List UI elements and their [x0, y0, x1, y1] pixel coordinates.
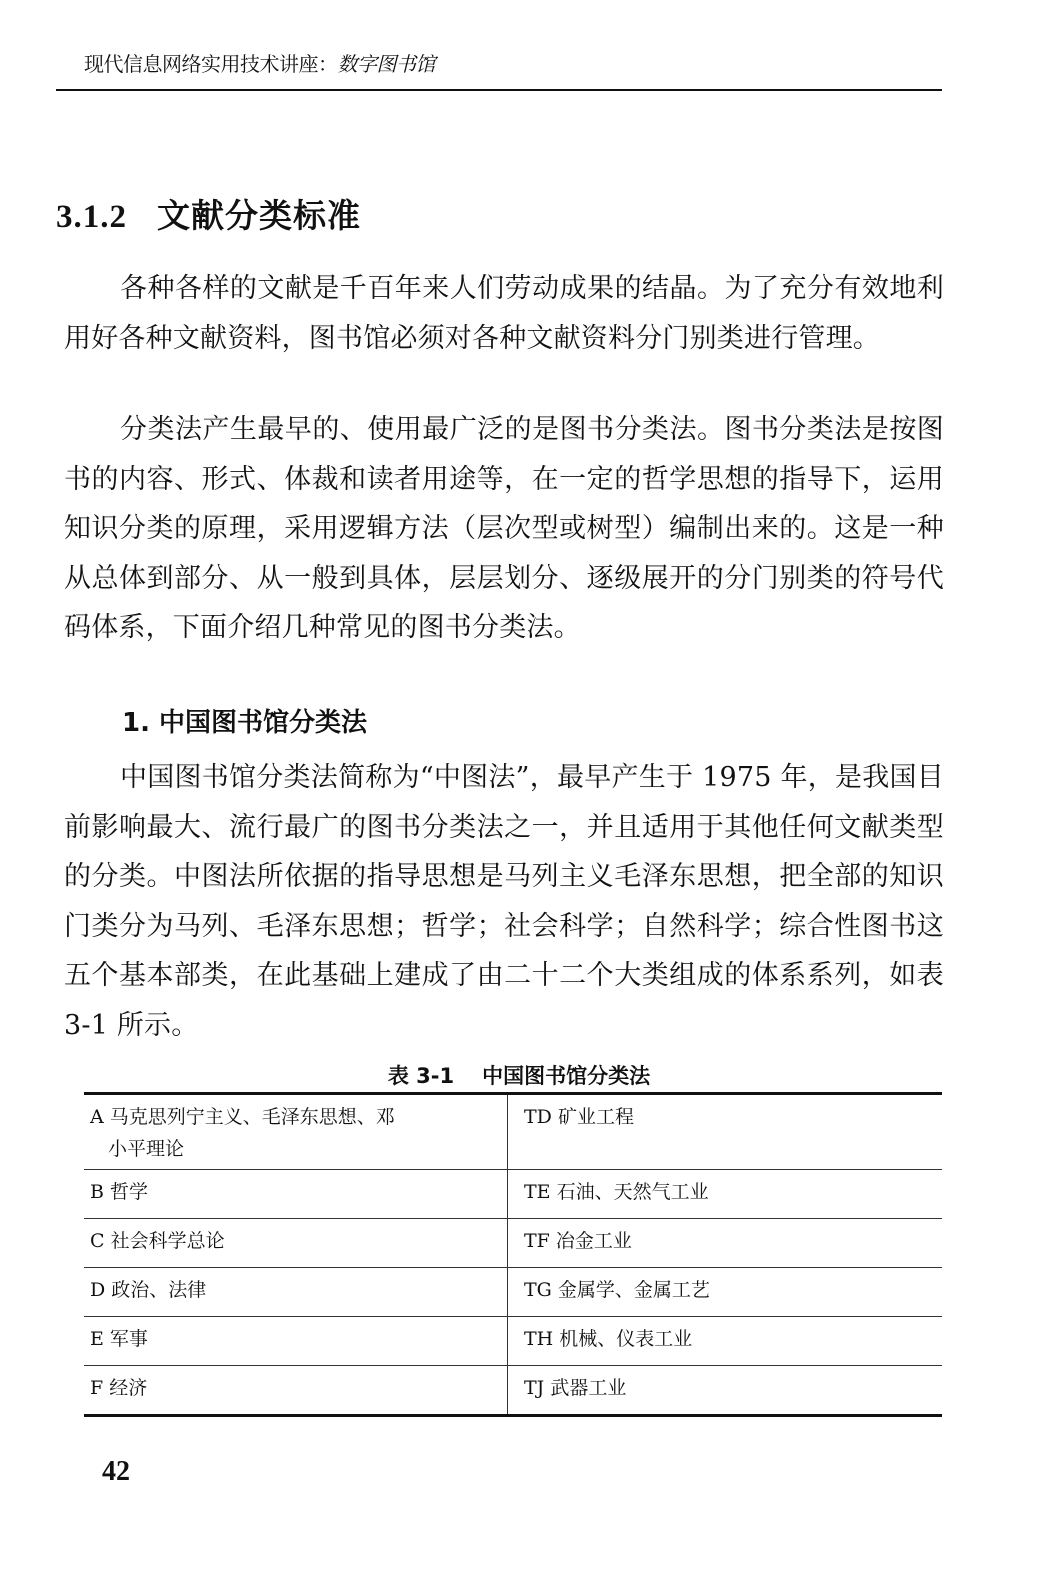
table-cell-right: TJ 武器工业	[524, 1377, 627, 1399]
table-cell-right: TG 金属学、金属工艺	[524, 1279, 710, 1301]
paragraph-clc: 中国图书馆分类法简称为“中图法”，最早产生于 1975 年，是我国目前影响最大、流行最广的图书分类法之一，并且适用于其他任何文献类型的分类。中图法所依据的指导思想是马列主义毛泽东思想，把全部的知识门类分为马列、毛泽东思想；哲学；社会科学；自然科学；综合性图书这五个基本部类，在此基础上建成了由二十二个大类组成的体系系列，如表 3-1 所示。	[64, 762, 944, 1041]
table-cell-right: TE 石油、天然气工业	[524, 1181, 709, 1203]
table-cell-right: TH 机械、仪表工业	[524, 1328, 693, 1350]
table-cell-left: F 经济	[84, 1366, 508, 1414]
running-head	[84, 48, 435, 77]
classification-table	[84, 1092, 942, 1417]
table-row	[84, 1267, 942, 1316]
table-caption-title: 中国图书馆分类法	[482, 1064, 651, 1088]
table-cell-left	[84, 1095, 508, 1169]
table-cell-right: TF 冶金工业	[524, 1230, 632, 1252]
table-caption-number: 表 3-1	[387, 1064, 455, 1088]
running-head-series: 现代信息网络实用技术讲座：	[84, 52, 338, 76]
table-row	[84, 1169, 942, 1218]
subsection-heading: 1. 中国图书馆分类法	[122, 708, 368, 738]
table-caption	[0, 1060, 1038, 1090]
table-cell-left: D 政治、法律	[84, 1268, 508, 1316]
section-heading	[56, 190, 361, 237]
table-cell-text: A 马克思列宁主义、毛泽东思想、邓	[90, 1106, 395, 1128]
page-number: 42	[102, 1456, 130, 1487]
table-row	[84, 1095, 942, 1169]
header-rule	[56, 89, 942, 91]
table-cell-left: E 军事	[84, 1317, 508, 1365]
table-row	[84, 1316, 942, 1365]
paragraph-intro: 各种各样的文献是千百年来人们劳动成果的结晶。为了充分有效地利用好各种文献资料，图书馆必须对各种文献资料分门别类进行管理。	[64, 273, 944, 354]
paragraph-classification: 分类法产生最早的、使用最广泛的是图书分类法。图书分类法是按图书的内容、形式、体裁和读者用途等，在一定的哲学思想的指导下，运用知识分类的原理，采用逻辑方法（层次型或树型）编制出来的。这是一种从总体到部分、从一般到具体，层层划分、逐级展开的分门别类的符号代码体系，下面介绍几种常见的图书分类法。	[64, 414, 944, 643]
table-row	[84, 1365, 942, 1414]
table-cell-left: C 社会科学总论	[84, 1219, 508, 1267]
running-head-book-title: 数字图书馆	[337, 52, 435, 76]
section-number: 3.1.2	[56, 199, 127, 235]
table-row	[84, 1218, 942, 1267]
table-cell-text-continued: 小平理论	[108, 1138, 185, 1160]
table-cell-right: TD 矿业工程	[524, 1106, 634, 1128]
table-cell-left: B 哲学	[84, 1170, 508, 1218]
section-title: 文献分类标准	[157, 196, 361, 235]
